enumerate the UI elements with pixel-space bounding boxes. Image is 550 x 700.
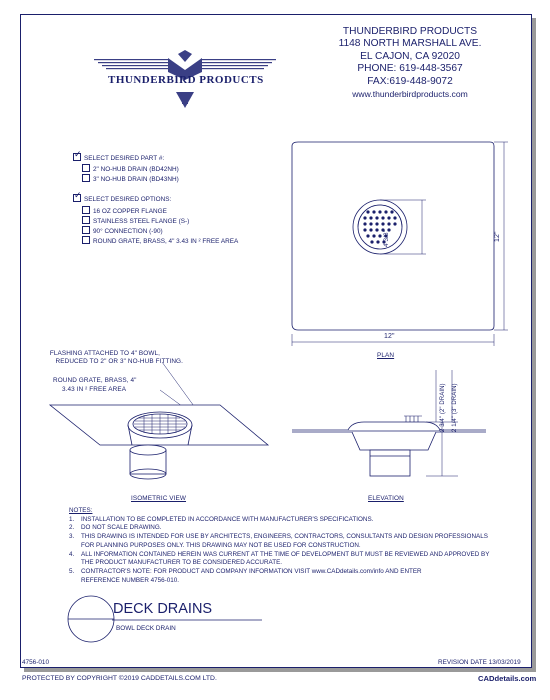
option-row[interactable]	[82, 206, 167, 215]
copyright-notice: PROTECTED BY COPYRIGHT ©2019 CADDETAILS.COM LTD.	[22, 675, 217, 682]
note-line: 5. CONTRACTOR'S NOTE: FOR PRODUCT AND COMPANY INFORMATION VISIT www.CADdetails.com/info AND ENTER	[69, 567, 422, 575]
note-line: 4. ALL INFORMATION CONTAINED HEREIN WAS CURRENT AT THE TIME OF DEVELOPMENT BUT MUST BE REVIEWED AND APPROVED BY	[69, 550, 490, 558]
note-line: FOR PLANNING PURPOSES ONLY. THIS DRAWING MAY NOT BE USED FOR CONSTRUCTION.	[81, 541, 361, 549]
part-option-row[interactable]	[82, 164, 179, 173]
company-fax: FAX:619-448-9072	[367, 75, 453, 87]
option-checkbox[interactable]	[82, 206, 90, 214]
elevation-view-label: ELEVATION	[368, 495, 404, 502]
note-line: REFERENCE NUMBER 4756-010.	[81, 576, 179, 584]
company-address-line1: 1148 NORTH MARSHALL AVE.	[338, 38, 482, 50]
title-underline	[112, 619, 262, 622]
part-option-checkbox[interactable]	[82, 164, 90, 172]
part-option-checkbox[interactable]	[82, 174, 90, 182]
option-row[interactable]	[82, 226, 163, 235]
notes-heading: NOTES:	[69, 507, 93, 514]
plan-width-dimension: 12"	[384, 333, 395, 340]
drawing-title: DECK DRAINS	[113, 601, 213, 617]
company-info	[305, 26, 515, 100]
option-label: ROUND GRATE, BRASS, 4" 3.43 IN ² FREE AREA	[93, 238, 239, 245]
note-line: 2. DO NOT SCALE DRAWING.	[69, 524, 162, 532]
option-checkbox[interactable]	[82, 236, 90, 244]
options-select-heading-row	[73, 194, 171, 203]
company-address-line2: EL CAJON, CA 92020	[360, 50, 460, 62]
part-select-heading: SELECT DESIRED PART #:	[84, 155, 165, 162]
option-row[interactable]	[82, 216, 189, 225]
elevation-dim-3in: 2 1/4" (3" DRAIN)	[452, 383, 458, 432]
option-label: 90° CONNECTION (-90)	[93, 228, 163, 235]
isometric-view-drawing	[40, 350, 280, 490]
note-line: 3. THIS DRAWING IS INTENDED FOR USE BY ARCHITECTS, ENGINEERS, CONTRACTORS, CONSULTANTS AND DESIGN PROFESSIONALS	[69, 533, 488, 541]
company-phone: PHONE: 619-448-3567	[357, 63, 463, 75]
option-label: STAINLESS STEEL FLANGE (S-)	[93, 218, 190, 225]
elevation-view-drawing	[286, 370, 516, 490]
grate-callout-line1: ROUND GRATE, BRASS, 4"	[53, 377, 137, 384]
option-checkbox[interactable]	[82, 226, 90, 234]
option-label: 16 OZ COPPER FLANGE	[93, 208, 167, 215]
options-heading-checkbox	[73, 194, 81, 202]
part-heading-checkbox	[73, 153, 81, 161]
option-checkbox[interactable]	[82, 216, 90, 224]
revision-date: REVISION DATE 13/03/2019	[438, 659, 521, 666]
plan-grate-dimension: 4 3/8"	[383, 229, 390, 247]
reference-number: 4756-010	[22, 659, 50, 666]
option-row[interactable]	[82, 236, 238, 245]
cad-brand[interactable]: CADdetails.com	[478, 674, 537, 683]
note-line: 1. INSTALLATION TO BE COMPLETED IN ACCORDANCE WITH MANUFACTURER'S SPECIFICATIONS.	[69, 515, 374, 523]
title-circle-symbol	[66, 594, 116, 644]
note-line: THE PRODUCT MANUFACTURER TO BE CONSIDERED ACCURATE.	[81, 559, 283, 567]
grate-callout-line2: 3.43 IN ² FREE AREA	[62, 386, 127, 393]
part-option-row[interactable]	[82, 174, 179, 183]
isometric-view-label: ISOMETRIC VIEW	[131, 495, 187, 502]
company-website: www.thunderbirdproducts.com	[352, 89, 468, 100]
notes-section	[69, 507, 489, 585]
part-select-heading-row	[73, 153, 164, 162]
plan-view-label: PLAN	[377, 352, 395, 359]
company-name: THUNDERBIRD PRODUCTS	[342, 26, 478, 37]
flashing-callout-line2: REDUCED TO 2" OR 3" NO-HUB FITTING.	[55, 358, 183, 365]
part-option-label: 3" NO-HUB DRAIN (BD43NH)	[93, 176, 179, 183]
drawing-subtitle: BOWL DECK DRAIN	[116, 625, 176, 632]
elevation-dim-2in: 2 3/4" (2" DRAIN)	[440, 383, 446, 432]
part-option-label: 2" NO-HUB DRAIN (BD42NH)	[93, 166, 179, 173]
logo-wordmark: THUNDERBIRD PRODUCTS	[108, 74, 264, 86]
plan-height-dimension: 12"	[494, 231, 501, 242]
options-select-heading: SELECT DESIRED OPTIONS:	[84, 196, 172, 203]
plan-view-drawing	[286, 130, 516, 370]
flashing-callout-line1: FLASHING ATTACHED TO 4" BOWL,	[49, 350, 160, 357]
